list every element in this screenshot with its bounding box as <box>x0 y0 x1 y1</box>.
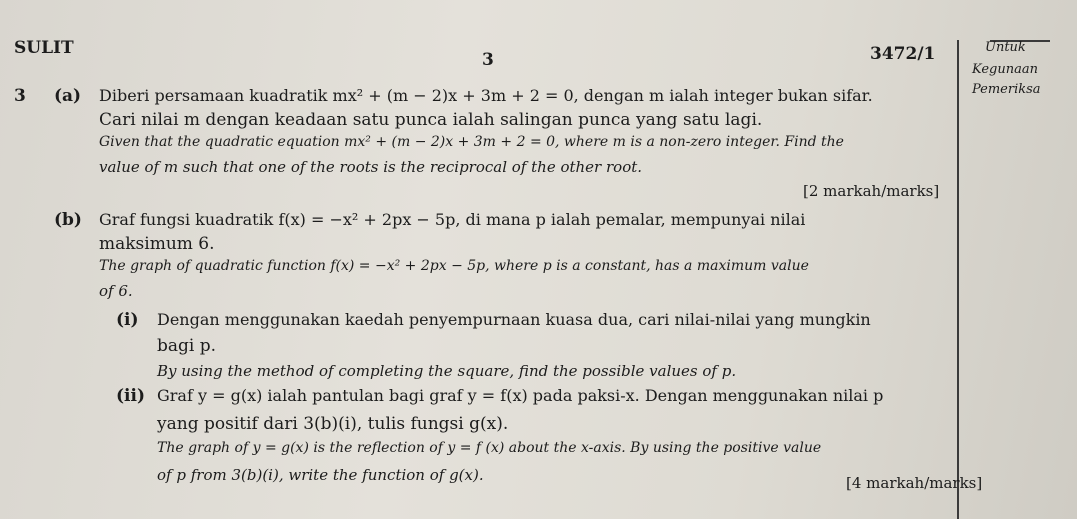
part-b-ii-malay-line-1: Graf y = g(x) ialah pantulan bagi graf y = f(x) pada paksi-x. Dengan menggunakan nilai p <box>157 386 884 405</box>
examiner-margin-line <box>957 40 959 519</box>
part-b-i-malay-line-1: Dengan menggunakan kaedah penyempurnaan kuasa dua, cari nilai-nilai yang mungkin <box>157 310 871 329</box>
part-b-ii-malay-line-2: yang positif dari 3(b)(i), tulis fungsi g(x). <box>157 414 509 434</box>
part-a-marks: [2 markah/marks] <box>803 182 940 200</box>
paper-code: 3472/1 <box>870 44 936 64</box>
part-b-i-english-line-1: By using the method of completing the square, find the possible values of p. <box>157 362 737 380</box>
part-b-marks: [4 markah/marks] <box>846 474 983 492</box>
part-a-english-line-2: value of m such that one of the roots is the reciprocal of the other root. <box>99 158 643 176</box>
part-b-malay-line-1: Graf fungsi kuadratik f(x) = −x² + 2px − 5p, di mana p ialah pemalar, mempunyai nilai <box>99 210 806 229</box>
part-b-ii-label: (ii) <box>116 386 146 406</box>
part-b-i-label: (i) <box>116 310 139 330</box>
part-a-label: (a) <box>54 86 82 106</box>
header-sulit: SULIT <box>14 38 74 58</box>
part-b-i-malay-line-2: bagi p. <box>157 336 217 356</box>
part-b-ii-english-line-2: of p from 3(b)(i), write the function of g(x). <box>157 466 484 484</box>
page-number: 3 <box>482 50 494 70</box>
part-b-ii-english-line-1: The graph of y = g(x) is the reflection of y = f (x) about the x-axis. By using the positive value <box>157 440 822 456</box>
part-b-english-line-1: The graph of quadratic function f(x) = −x² + 2px − 5p, where p is a constant, has a maximum value <box>99 258 809 274</box>
part-b-malay-line-2: maksimum 6. <box>99 234 215 254</box>
part-a-malay-line-2: Cari nilai m dengan keadaan satu punca ialah salingan punca yang satu lagi. <box>99 110 763 130</box>
part-b-english-line-2: of 6. <box>99 282 133 300</box>
question-number: 3 <box>14 86 26 106</box>
part-b-label: (b) <box>54 210 82 230</box>
examiner-label-3: Pemeriksa <box>972 82 1041 97</box>
examiner-label-1: Untuk <box>985 40 1026 55</box>
examiner-label-2: Kegunaan <box>972 62 1038 77</box>
part-a-english-line-1: Given that the quadratic equation mx² + (m − 2)x + 3m + 2 = 0, where m is a non-zero integer. Find the <box>99 134 844 150</box>
part-a-malay-line-1: Diberi persamaan kuadratik mx² + (m − 2)x + 3m + 2 = 0, dengan m ialah integer bukan sifar. <box>99 86 873 105</box>
